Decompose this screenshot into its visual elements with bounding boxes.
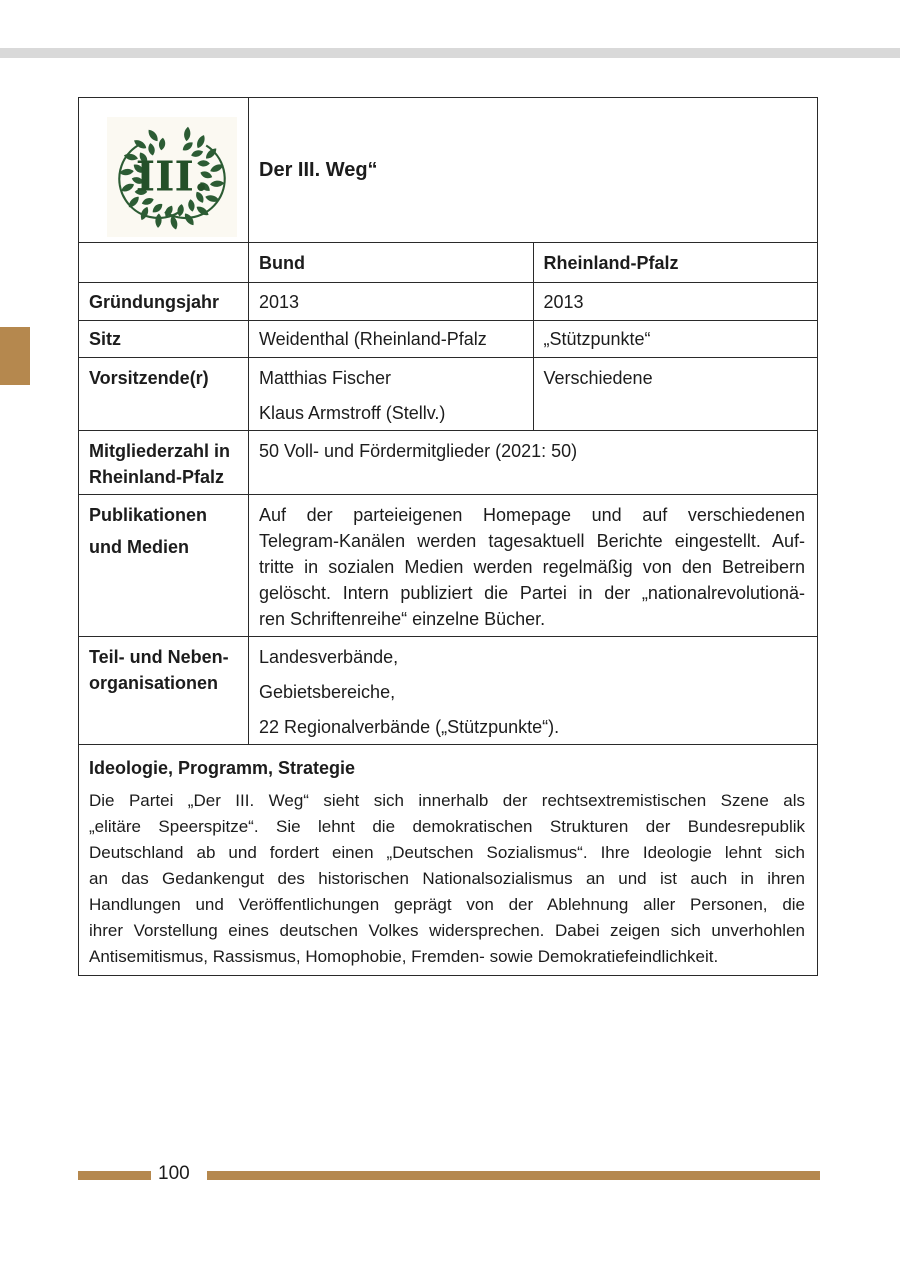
ideologie-line7: Antisemitismus, Rassismus, Homophobie, Fremden- sowie Demokratiefeindlichkeit. bbox=[89, 947, 719, 966]
page-number: 100 bbox=[158, 1163, 190, 1184]
row-label-mitgliederzahl bbox=[79, 431, 249, 495]
row-label-gruendungsjahr: Gründungsjahr bbox=[79, 283, 249, 321]
column-header-rheinland-pfalz: Rheinland-Pfalz bbox=[533, 243, 818, 283]
ideologie-line6: ihrer Vorstellung eines deutschen Volkes widersprechen. Dabei zeigen sich unverhohlen bbox=[89, 921, 805, 940]
ideologie-line5: Handlungen und Veröffentlichungen geprägt von der Ablehnung aller Personen, die bbox=[89, 895, 805, 914]
logo-monogram: III. bbox=[135, 151, 209, 200]
row-label-vorsitzende: Vorsitzende(r) bbox=[79, 358, 249, 431]
footer-accent-bar-right bbox=[207, 1171, 820, 1180]
publikationen-line5: ren Schriftenreihe“ einzelne Bücher. bbox=[259, 609, 546, 629]
vorsitzende-bund-line1: Matthias Fischer bbox=[259, 368, 392, 388]
ideologie-line4: an das Gedankengut des historischen Nationalsozialismus an und ist auch in ihren bbox=[89, 869, 805, 888]
publikationen-label-line1: Publikationen bbox=[89, 505, 208, 525]
left-margin-accent-square bbox=[0, 327, 30, 385]
party-title: Der III. Weg“ bbox=[259, 159, 378, 181]
publikationen-label-line2: und Medien bbox=[89, 537, 189, 557]
sitz-rlp: „Stützpunkte“ bbox=[533, 321, 818, 358]
party-title-cell bbox=[249, 98, 818, 243]
row-label-teilorganisationen bbox=[79, 637, 249, 745]
ideologie-section bbox=[79, 745, 818, 976]
vorsitzende-bund-line2: Klaus Armstroff (Stellv.) bbox=[259, 403, 446, 423]
publikationen-line1: Auf der parteieigenen Homepage und auf verschiedenen bbox=[259, 505, 805, 525]
mitgliederzahl-label-line2: Rheinland-Pfalz bbox=[89, 467, 225, 487]
teilorg-label-line2: organisationen bbox=[89, 673, 219, 693]
row-label-sitz: Sitz bbox=[79, 321, 249, 358]
top-gray-bar bbox=[0, 48, 900, 58]
mitgliederzahl-value: 50 Voll- und Fördermitglieder (2021: 50) bbox=[249, 431, 818, 495]
mitgliederzahl-label-line1: Mitgliederzahl in bbox=[89, 441, 231, 461]
oak-wreath-logo-icon bbox=[109, 120, 235, 234]
sitz-bund: Weidenthal (Rheinland-Pfalz bbox=[249, 321, 534, 358]
ideologie-line3: Deutschland ab und fordert einen „Deutschen Sozialismus“. Ihre Ideologie lehnt sich bbox=[89, 843, 805, 862]
publikationen-line2: Telegram-Kanälen werden tagesaktuell Berichte eingestellt. Auf- bbox=[259, 531, 805, 551]
teilorg-line1: Landesverbände, bbox=[259, 647, 399, 667]
header-empty-cell bbox=[79, 243, 249, 283]
row-label-publikationen bbox=[79, 495, 249, 637]
gruendungsjahr-bund: 2013 bbox=[249, 283, 534, 321]
vorsitzende-bund bbox=[249, 358, 534, 431]
column-header-bund: Bund bbox=[249, 243, 534, 283]
teilorg-label-line1: Teil- und Neben- bbox=[89, 647, 229, 667]
teilorg-line3: 22 Regionalverbände („Stützpunkte“). bbox=[259, 717, 560, 737]
party-logo bbox=[107, 117, 237, 237]
teilorganisationen-value bbox=[249, 637, 818, 745]
publikationen-value bbox=[249, 495, 818, 637]
ideologie-line2: „elitäre Speerspitze“. Sie lehnt die demokratischen Strukturen der Bundesrepublik bbox=[89, 817, 805, 836]
ideologie-line1: Die Partei „Der III. Weg“ sieht sich innerhalb der rechtsextremistischen Szene als bbox=[89, 791, 805, 810]
publikationen-line4: gelöscht. Intern publiziert die Partei in der „nationalrevolutionä- bbox=[259, 583, 805, 603]
ideologie-paragraph bbox=[89, 788, 805, 970]
footer-accent-bar-left bbox=[78, 1171, 151, 1180]
ideologie-heading: Ideologie, Programm, Strategie bbox=[89, 758, 356, 778]
teilorg-line2: Gebietsbereiche, bbox=[259, 682, 396, 702]
vorsitzende-rlp: Verschiedene bbox=[533, 358, 818, 431]
party-infobox-table bbox=[78, 97, 818, 976]
logo-cell bbox=[79, 98, 249, 243]
gruendungsjahr-rlp: 2013 bbox=[533, 283, 818, 321]
publikationen-line3: tritte in sozialen Medien werden regelmäßig von den Betreibern bbox=[259, 557, 805, 577]
